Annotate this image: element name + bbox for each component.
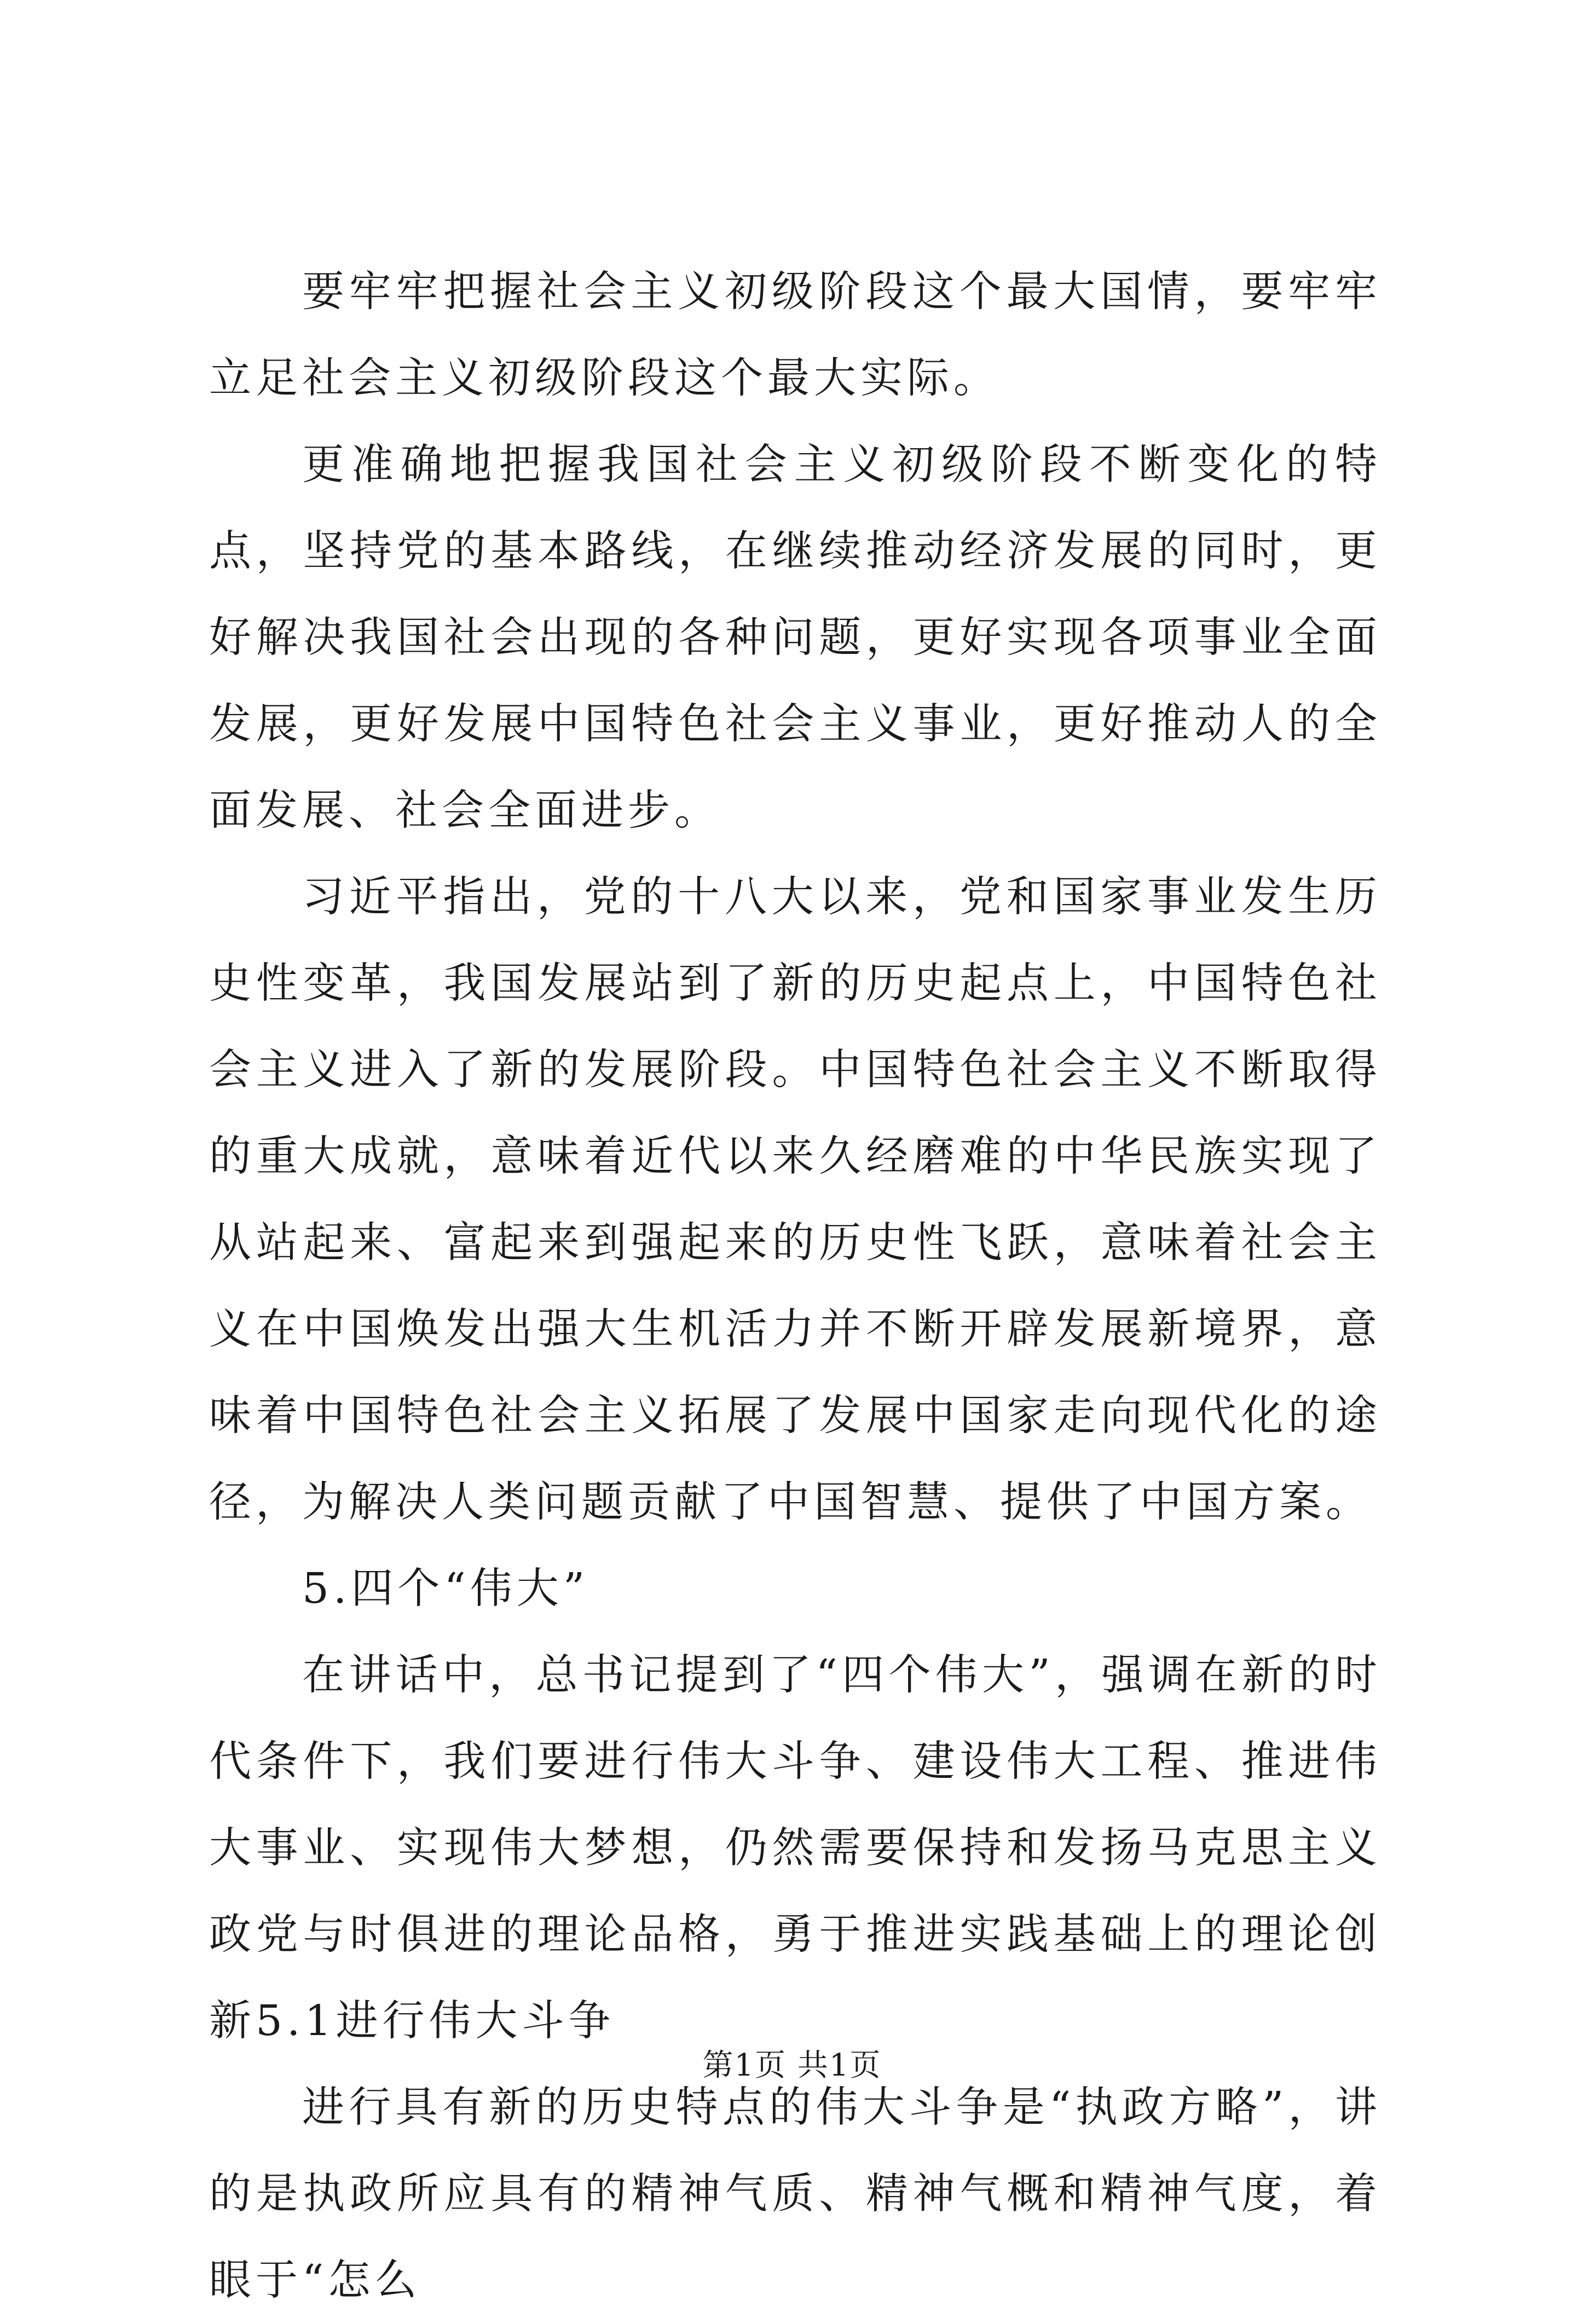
page-footer: 第1页 共1页 [702, 2048, 882, 2083]
document-body [209, 249, 1381, 2324]
paragraph: 习近平指出，党的十八大以来，党和国家事业发生历史性变革，我国发展站到了新的历史起点上，中国特色社会主义进入了新的发展阶段。中国特色社会主义不断取得的重大成就，意味着近代以来久经磨难的中华民族实现了从站起来、富起来到强起来的历史性飞跃，意味着社会主义在中国焕发出强大生机活力并不断开辟发展新境界，意味着中国特色社会主义拓展了发展中国家走向现代化的途径，为解决人类问题贡献了中国智慧、提供了中国方案。 [209, 873, 1381, 1527]
paragraph: 更准确地把握我国社会主义初级阶段不断变化的特点，坚持党的基本路线，在继续推动经济发展的同时，更好解决我国社会出现的各种问题，更好实现各项事业全面发展，更好发展中国特色社会主义事业，更好推动人的全面发展、社会全面进步。 [209, 441, 1381, 835]
paragraph: 进行具有新的历史特点的伟大斗争是“执政方略”，讲的是执政所应具有的精神气质、精神气概和精神气度，着眼于“怎么 [209, 2083, 1381, 2305]
paragraph: 要牢牢把握社会主义初级阶段这个最大国情，要牢牢立足社会主义初级阶段这个最大实际。 [209, 268, 1381, 403]
section-heading: 5.四个“伟大” [302, 1564, 589, 1613]
paragraph: 在讲话中，总书记提到了“四个伟大”，强调在新的时代条件下，我们要进行伟大斗争、建设伟大工程、推进伟大事业、实现伟大梦想，仍然需要保持和发扬马克思主义政党与时俱进的理论品格，勇于推进实践基础上的理论创新5.1进行伟大斗争 [209, 1651, 1381, 2045]
